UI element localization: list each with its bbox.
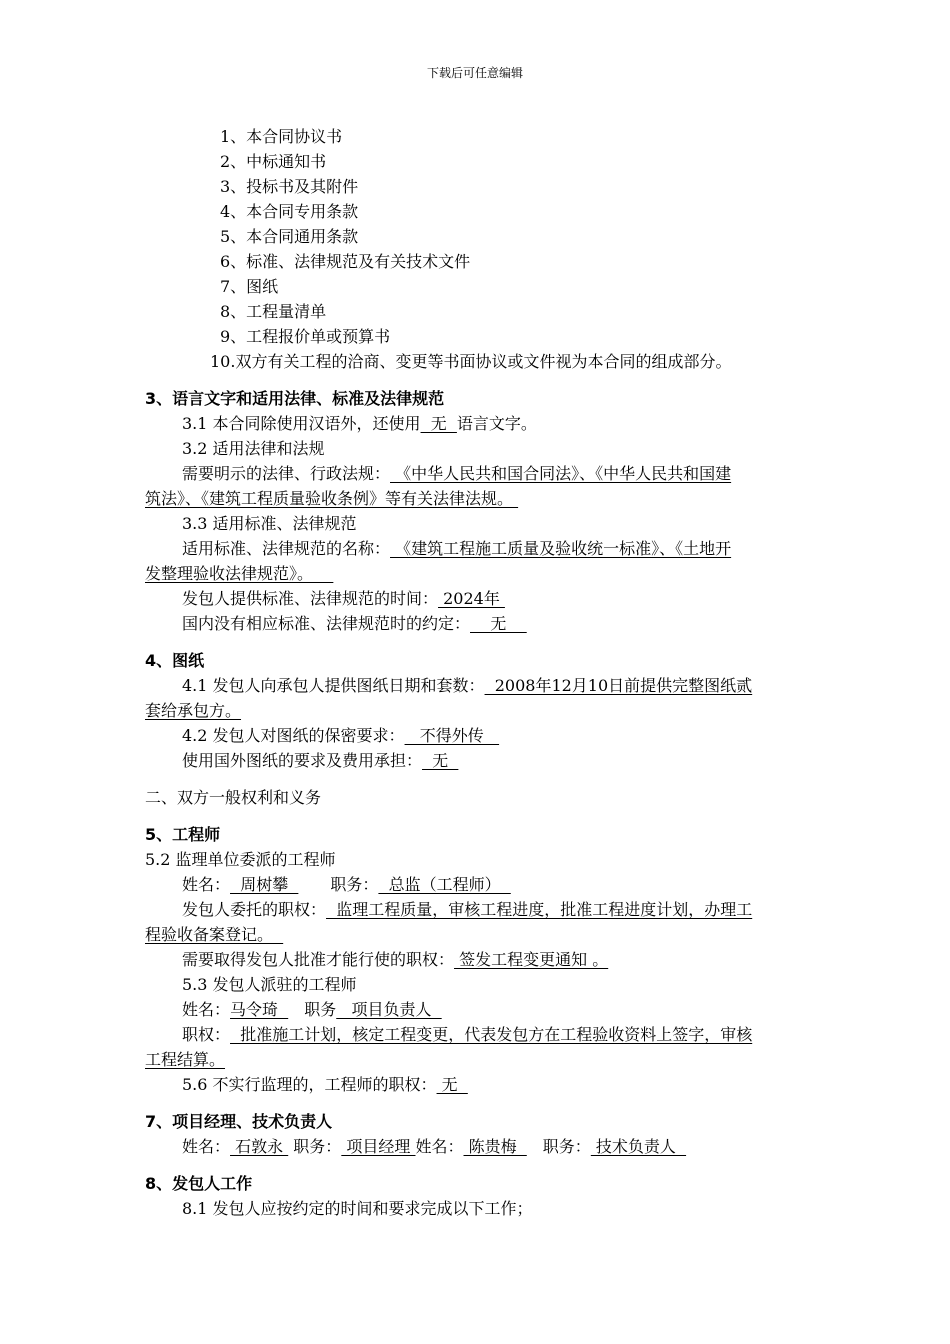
- employer-authority-row: 职权： 批准施工计划，核定工程变更，代表发包方在工程验收资料上签字，审核: [182, 1025, 753, 1044]
- clause-5-3: 5.3 发包人派驻的工程师: [182, 975, 357, 994]
- list-item: 6、标准、法律规范及有关技术文件: [220, 252, 471, 271]
- section-5-title: 5、工程师: [145, 825, 221, 844]
- supervisor-row: 姓名： 周树攀 职务： 总监（工程师）: [182, 875, 511, 894]
- approval-authority-row: 需要取得发包人批准才能行使的职权： 签发工程变更通知 。: [182, 950, 609, 969]
- standards-row-continued: [145, 563, 333, 585]
- delegated-authority-row: 发包人委托的职权： 监理工程质量，审核工程进度，批准工程进度计划，办理工: [182, 900, 753, 919]
- standards-value: 《建筑工程施工质量及验收统一标准》、《土地开: [390, 539, 732, 558]
- clause-4-2: 4.2 发包人对图纸的保密要求： 不得外传: [182, 726, 500, 745]
- list-item: 4、本合同专用条款: [220, 202, 359, 221]
- section-3-title: 3、语言文字和适用法律、标准及法律规范: [145, 389, 445, 408]
- section-4-title: 4、图纸: [145, 651, 205, 670]
- laws-value: 《中华人民共和国合同法》、《中华人民共和国建: [390, 464, 732, 483]
- section-8-title: 8、发包人工作: [145, 1174, 253, 1193]
- delegated-authority-continued: [145, 924, 283, 946]
- list-item: 7、图纸: [220, 277, 279, 296]
- standards-time-value: 2024年: [438, 589, 505, 608]
- drawings-date-value: 2008年12月10日前提供完整图纸贰: [484, 676, 753, 695]
- clause-3-2: 3.2 适用法律和法规: [182, 439, 325, 458]
- technical-lead-post: 技术负责人: [590, 1137, 687, 1156]
- standards-time-row: 发包人提供标准、法律规范的时间： 2024年: [182, 589, 505, 608]
- list-item: 8、工程量清单: [220, 302, 327, 321]
- language-value: 无: [420, 414, 457, 433]
- page-header: 下载后可任意编辑: [426, 66, 523, 80]
- domestic-value: 无: [470, 614, 527, 633]
- domestic-row: 国内没有相应标准、法律规范时的约定： 无: [182, 614, 527, 633]
- part-2-title: 二、双方一般权利和义务: [145, 788, 322, 807]
- clause-5-2: 5.2 监理单位委派的工程师: [145, 850, 336, 869]
- supervisor-post: 总监（工程师）: [378, 875, 511, 894]
- approval-authority-value: 签发工程变更通知 。: [454, 950, 609, 969]
- list-item: 2、中标通知书: [220, 152, 327, 171]
- delegated-authority-value: 监理工程质量，审核工程进度，批准工程进度计划，办理工: [326, 900, 753, 919]
- foreign-drawings-value: 无: [422, 751, 459, 770]
- laws-row-continued: [145, 488, 518, 510]
- standards-row: 适用标准、法律规范的名称： 《建筑工程施工质量及验收统一标准》、《土地开: [182, 539, 732, 558]
- list-item: 1、本合同协议书: [220, 127, 343, 146]
- clause-4-1: 4.1 发包人向承包人提供图纸日期和套数： 2008年12月10日前提供完整图纸贰: [182, 676, 753, 695]
- delegated-authority-value-continued: 程验收备案登记。: [145, 925, 284, 944]
- clause-3-1: 3.1 本合同除使用汉语外，还使用 无 语言文字。: [182, 414, 537, 433]
- confidentiality-value: 不得外传: [404, 726, 500, 745]
- list-item: 9、工程报价单或预算书: [220, 327, 391, 346]
- laws-row: 需要明示的法律、行政法规： 《中华人民共和国合同法》、《中华人民共和国建: [182, 464, 732, 483]
- employer-engineer-row: 姓名：马令琦 职务 项目负责人: [182, 1000, 442, 1019]
- employer-authority-continued: [145, 1049, 225, 1071]
- foreign-drawings-row: 使用国外图纸的要求及费用承担： 无: [182, 751, 459, 770]
- clause-4-1-continued: [145, 700, 241, 722]
- employer-authority-value-continued: 工程结算。: [145, 1050, 226, 1069]
- list-item: 3、投标书及其附件: [220, 177, 359, 196]
- list-item: 10.双方有关工程的洽商、变更等书面协议或文件视为本合同的组成部分。: [210, 352, 732, 371]
- clause-8-1: 8.1 发包人应按约定的时间和要求完成以下工作；: [182, 1199, 533, 1218]
- project-manager-post: 项目经理: [341, 1137, 416, 1156]
- clause-5-6: 5.6 不实行监理的，工程师的职权： 无: [182, 1075, 468, 1094]
- employer-engineer-name: 马令琦: [230, 1000, 289, 1019]
- supervisor-name: 周树攀: [230, 875, 299, 894]
- employer-authority-value: 批准施工计划，核定工程变更，代表发包方在工程验收资料上签字，审核: [230, 1025, 753, 1044]
- laws-value-continued: 筑法》、《建筑工程质量验收条例》等有关法律法规。: [145, 489, 519, 508]
- list-item: 5、本合同通用条款: [220, 227, 359, 246]
- project-manager-name: 石敦永: [230, 1137, 289, 1156]
- clause-3-3: 3.3 适用标准、法律规范: [182, 514, 357, 533]
- technical-lead-name: 陈贵梅: [463, 1137, 527, 1156]
- section-7-title: 7、项目经理、技术负责人: [145, 1112, 333, 1131]
- employer-engineer-post: 项目负责人: [336, 1000, 442, 1019]
- manager-row: 姓名： 石敦永 职务： 项目经理 姓名： 陈贵梅 职务： 技术负责人: [182, 1137, 687, 1156]
- standards-value-continued: 发整理验收法律规范》。: [145, 564, 334, 583]
- no-supervision-authority-value: 无: [436, 1075, 468, 1094]
- drawings-date-value-continued: 套给承包方。: [145, 701, 242, 720]
